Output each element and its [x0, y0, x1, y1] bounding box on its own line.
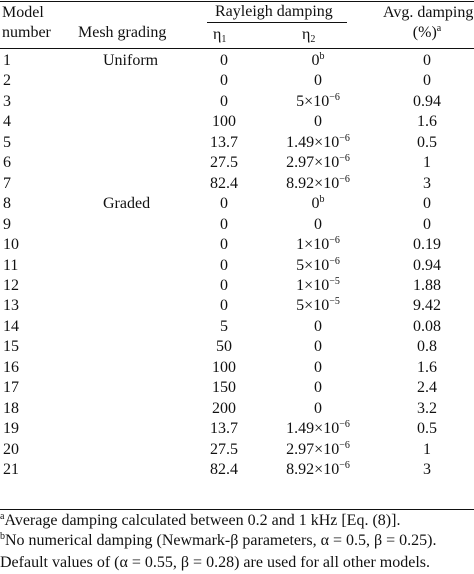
- exponent: −6: [339, 460, 350, 471]
- model-number-cell: 3: [3, 92, 11, 110]
- table-row: [0, 256, 474, 276]
- table-row: [0, 235, 474, 255]
- model-number-cell: 17: [3, 379, 19, 397]
- times-symbol: ×: [314, 154, 324, 172]
- model-number-cell: 16: [3, 358, 19, 376]
- model-number-cell: 4: [3, 113, 11, 131]
- times-symbol: ×: [304, 276, 314, 294]
- times-symbol: ×: [304, 92, 314, 110]
- footnote-a: [0, 510, 472, 532]
- avg-damping-cell: 2.4: [417, 379, 437, 397]
- exponent: −6: [329, 235, 340, 247]
- avg-damping-cell: 0.94: [413, 92, 441, 110]
- avg-damping-cell: 1.6: [417, 113, 437, 131]
- table-row: [0, 194, 474, 214]
- eta2-value: 0: [314, 358, 322, 376]
- exponent-base: 10: [313, 297, 330, 315]
- model-number-cell: 5: [3, 133, 11, 151]
- table-row: [0, 378, 474, 398]
- exponent: −5: [329, 275, 340, 287]
- eta2-cell: [268, 378, 368, 398]
- header-avg-damping: [383, 3, 474, 43]
- model-number-cell: 9: [3, 215, 11, 233]
- eta2-mantissa: 5: [296, 297, 305, 315]
- header-bottom-rule: [0, 48, 474, 49]
- avg-damping-cell: 0.8: [417, 338, 437, 356]
- mesh-grading-cell: Uniform: [103, 52, 159, 69]
- footnote-b-ref: b: [319, 51, 325, 62]
- avg-damping-cell: 1: [423, 154, 431, 172]
- table-row: [0, 460, 474, 480]
- exponent: −6: [339, 439, 350, 451]
- eta1-cell: 150: [212, 379, 236, 397]
- exponent-base: 10: [313, 276, 330, 294]
- model-number-cell: 12: [3, 276, 19, 294]
- header-eta2-symbol: η: [302, 26, 311, 43]
- model-number-cell: 7: [3, 174, 11, 192]
- exponent: −6: [339, 132, 350, 144]
- exponent-base: 10: [313, 236, 330, 254]
- eta2-cell: [268, 153, 368, 173]
- footnote-b-text: No numerical damping (Newmark-β parameters, α = 0.5, β = 0.25). Default values of (α = 0.55, β = 0.28) are used for all other models.: [0, 532, 437, 571]
- table-row: [0, 174, 474, 194]
- header-eta1-symbol: η: [213, 26, 222, 43]
- eta2-cell: [268, 215, 368, 235]
- eta1-cell: 27.5: [210, 154, 238, 172]
- eta2-mantissa: 2.97: [286, 154, 315, 172]
- eta2-mantissa: 5: [296, 92, 305, 110]
- eta2-value: 0: [314, 215, 322, 233]
- model-number-cell: 21: [3, 461, 19, 478]
- eta2-mantissa: 5: [296, 256, 305, 274]
- eta2-cell: [268, 276, 368, 296]
- eta2-cell: [268, 256, 368, 276]
- eta1-cell: 100: [212, 113, 236, 131]
- avg-damping-cell: 1: [423, 440, 431, 458]
- eta2-cell: [268, 71, 368, 91]
- exponent-base: 10: [323, 174, 340, 192]
- eta1-cell: 5: [220, 317, 228, 335]
- header-model-line1: Model: [2, 4, 44, 21]
- eta1-cell: 13.7: [210, 133, 238, 151]
- eta2-value: 0: [314, 72, 322, 90]
- eta1-cell: 0: [220, 72, 228, 90]
- exponent-base: 10: [313, 92, 330, 110]
- avg-damping-cell: 1.88: [413, 276, 441, 294]
- model-number-cell: 6: [3, 154, 11, 172]
- eta1-cell: 0: [220, 195, 228, 213]
- avg-damping-cell: 0.5: [417, 420, 437, 438]
- exponent-base: 10: [323, 420, 340, 438]
- times-symbol: ×: [314, 420, 324, 438]
- exponent-base: 10: [313, 256, 330, 274]
- header-model-number: [2, 3, 51, 43]
- model-number-cell: 8: [3, 195, 11, 213]
- eta1-cell: 100: [212, 358, 236, 376]
- exponent-base: 10: [323, 440, 340, 458]
- model-number-cell: 10: [3, 236, 19, 254]
- header-eta1-sub: 1: [221, 34, 227, 45]
- table-row: [0, 276, 474, 296]
- eta2-cell: [268, 399, 368, 419]
- footnote-b: [0, 530, 472, 574]
- eta2-cell: [268, 460, 368, 480]
- header-eta2: [302, 25, 315, 45]
- table-row: [0, 51, 474, 71]
- exponent-base: 10: [323, 154, 340, 172]
- avg-damping-cell: 0.08: [413, 317, 441, 335]
- eta1-cell: 0: [220, 215, 228, 233]
- times-symbol: ×: [304, 236, 314, 254]
- times-symbol: ×: [314, 174, 324, 192]
- table-row: [0, 133, 474, 153]
- eta2-value: 0: [311, 195, 320, 213]
- eta2-cell: [268, 194, 368, 214]
- table-row: [0, 399, 474, 419]
- eta2-mantissa: 1: [296, 236, 305, 254]
- eta1-cell: 82.4: [210, 461, 238, 478]
- eta2-value: 0: [314, 399, 322, 417]
- times-symbol: ×: [314, 461, 324, 478]
- exponent-base: 10: [323, 461, 340, 478]
- header-avg-line2: (%)$^a$: [412, 23, 442, 41]
- table-row: [0, 92, 474, 112]
- avg-damping-cell: 0: [423, 72, 431, 90]
- exponent-base: 10: [323, 133, 340, 151]
- header-eta2-sub: 2: [310, 34, 316, 45]
- eta1-cell: 0: [220, 297, 228, 315]
- model-number-cell: 2: [3, 72, 11, 90]
- mesh-grading-cell: Graded: [103, 195, 151, 213]
- footnote-b-ref: b: [319, 194, 325, 206]
- eta2-cell: [268, 296, 368, 316]
- eta2-mantissa: 8.92: [286, 174, 315, 192]
- table-row: [0, 71, 474, 91]
- footnote-b-mark: b: [0, 531, 5, 542]
- model-number-cell: 20: [3, 440, 19, 458]
- exponent: −6: [339, 419, 350, 431]
- avg-damping-cell: 3.2: [417, 399, 437, 417]
- eta2-mantissa: 1: [296, 276, 305, 294]
- avg-damping-cell: 0: [423, 195, 431, 213]
- avg-damping-cell: 0.94: [413, 256, 441, 274]
- model-number-cell: 13: [3, 297, 19, 315]
- eta1-cell: 0: [220, 92, 228, 110]
- eta2-cell: [268, 358, 368, 378]
- model-number-cell: 18: [3, 399, 19, 417]
- table-row: [0, 112, 474, 132]
- eta2-cell: [268, 419, 368, 439]
- table-row: [0, 296, 474, 316]
- avg-damping-cell: 0: [423, 215, 431, 233]
- exponent: −6: [339, 173, 350, 185]
- header-avg-note: a: [436, 23, 442, 34]
- times-symbol: ×: [314, 440, 324, 458]
- eta1-cell: 27.5: [210, 440, 238, 458]
- eta2-cell: [268, 235, 368, 255]
- eta1-cell: 0: [220, 52, 228, 69]
- avg-damping-cell: 0: [423, 52, 431, 69]
- eta2-cell: [268, 51, 368, 71]
- model-number-cell: 15: [3, 338, 19, 356]
- exponent: −6: [329, 91, 340, 103]
- model-number-cell: 1: [3, 52, 11, 69]
- eta1-cell: 0: [220, 276, 228, 294]
- table-row: [0, 215, 474, 235]
- footnote-a-text: Average damping calculated between 0.2 and 1 kHz [Eq. (8)].: [4, 512, 401, 529]
- header-mesh-grading: Mesh grading: [78, 24, 167, 41]
- eta2-value: 0: [314, 338, 322, 356]
- exponent: −6: [329, 255, 340, 267]
- eta2-cell: [268, 317, 368, 337]
- times-symbol: ×: [304, 297, 314, 315]
- table-row: [0, 317, 474, 337]
- avg-damping-cell: 0.5: [417, 133, 437, 151]
- avg-damping-cell: 0.19: [413, 236, 441, 254]
- eta2-value: 0: [314, 379, 322, 397]
- model-number-cell: 14: [3, 317, 19, 335]
- avg-damping-cell: 3: [423, 174, 431, 192]
- table-row: [0, 419, 474, 439]
- header-rayleigh-damping: Rayleigh damping: [215, 3, 333, 20]
- header-avg-line1: Avg. damping: [383, 4, 474, 21]
- header-model-line2: number: [2, 24, 51, 41]
- avg-damping-cell: 9.42: [413, 297, 441, 315]
- table-row: [0, 358, 474, 378]
- eta2-cell: [268, 337, 368, 357]
- avg-damping-cell: 3: [423, 461, 431, 478]
- eta2-cell: [268, 133, 368, 153]
- model-number-cell: 19: [3, 420, 19, 438]
- exponent: −6: [339, 153, 350, 165]
- table-row: [0, 153, 474, 173]
- eta2-mantissa: 2.97: [286, 440, 315, 458]
- times-symbol: ×: [304, 256, 314, 274]
- eta1-cell: 0: [220, 236, 228, 254]
- eta2-value: 0: [314, 113, 322, 131]
- model-number-cell: 11: [3, 256, 19, 274]
- eta1-cell: 0: [220, 256, 228, 274]
- eta1-cell: 50: [216, 338, 232, 356]
- eta2-cell: [268, 174, 368, 194]
- eta2-cell: [268, 112, 368, 132]
- eta1-cell: 82.4: [210, 174, 238, 192]
- avg-damping-cell: 1.6: [417, 358, 437, 376]
- times-symbol: ×: [314, 133, 324, 151]
- header-eta1: [213, 25, 226, 45]
- eta2-mantissa: 1.49: [286, 133, 315, 151]
- table-row: [0, 440, 474, 460]
- eta1-cell: 200: [212, 399, 236, 417]
- eta2-cell: [268, 92, 368, 112]
- eta2-mantissa: 1.49: [286, 420, 315, 438]
- eta2-mantissa: 8.92: [286, 461, 315, 478]
- eta2-cell: [268, 440, 368, 460]
- eta2-value: 0: [311, 52, 320, 69]
- eta2-value: 0: [314, 317, 322, 335]
- table-row: [0, 337, 474, 357]
- exponent: −5: [329, 296, 340, 308]
- eta1-cell: 13.7: [210, 420, 238, 438]
- rayleigh-subrule: [207, 22, 347, 23]
- footnote-a-mark: a: [0, 511, 5, 522]
